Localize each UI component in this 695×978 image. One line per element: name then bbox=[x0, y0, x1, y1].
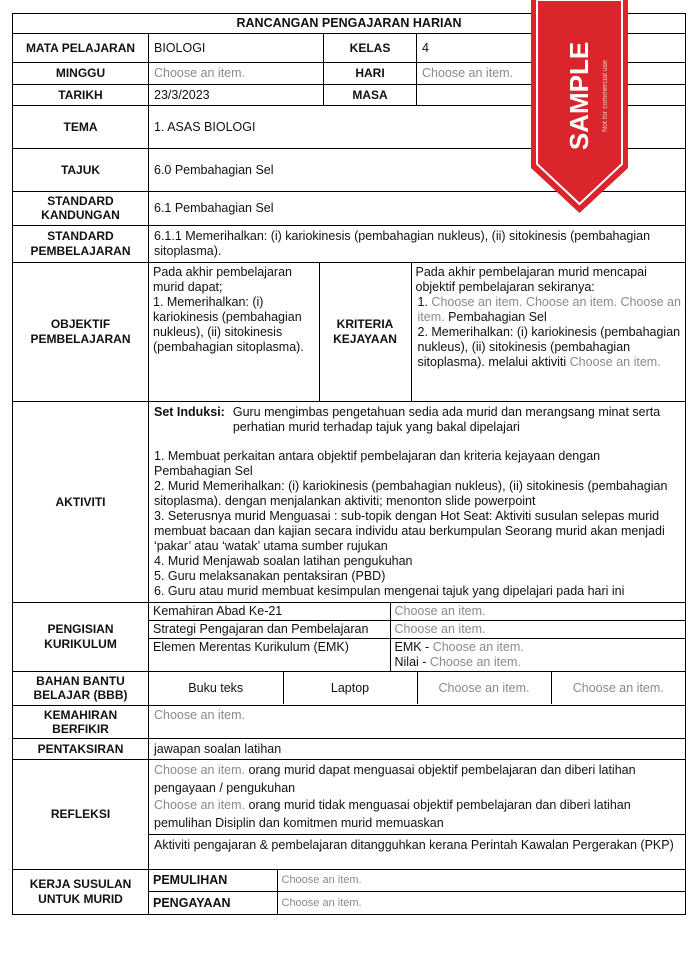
week-dropdown[interactable]: Choose an item. bbox=[149, 63, 324, 85]
follow-up-table bbox=[149, 870, 685, 914]
emk-row: EMK - Choose an item. bbox=[394, 639, 524, 654]
learning-standard-label: STANDARD PEMBELAJARAN bbox=[13, 225, 149, 262]
sample-ribbon bbox=[531, 0, 628, 213]
objective-item-1: 1. Memerihalkan: (i) kariokinesis (pembahagian nukleus), (ii) sitokinesis (pembahagian sitoplasma). bbox=[153, 294, 304, 354]
date-value: 23/3/2023 bbox=[149, 85, 324, 106]
bbb-item-laptop: Laptop bbox=[283, 672, 417, 704]
curriculum-label: PENGISIAN KURIKULUM bbox=[13, 602, 149, 671]
ribbon-sample-text: SAMPLE bbox=[564, 41, 594, 151]
enrichment-label: PENGAYAAN bbox=[149, 892, 277, 914]
subject-label: MATA PELAJARAN bbox=[13, 34, 149, 63]
curriculum-strategy-dropdown[interactable]: Choose an item. bbox=[390, 620, 685, 638]
criteria-dropdown-4[interactable]: Choose an item. bbox=[569, 354, 661, 369]
objective-content bbox=[149, 263, 319, 401]
activity-step-1: 1. Membuat perkaitan antara objektif pembelajaran dan kriteria kejayaan dengan Pembahagian Sel bbox=[154, 448, 601, 478]
objective-intro: Pada akhir pembelajaran murid dapat; bbox=[153, 264, 292, 294]
document-title: RANCANGAN PENGAJARAN HARIAN bbox=[13, 14, 686, 34]
objective-criteria-cell bbox=[149, 262, 686, 401]
nilai-row: Nilai - Choose an item. bbox=[394, 654, 521, 669]
activity-step-6: 6. Guru atau murid membuat kesimpulan mengenai tajuk yang dipelajari pada hari ini bbox=[154, 583, 625, 598]
bbb-table bbox=[149, 672, 685, 704]
reflection-cell bbox=[149, 760, 686, 870]
reflection-table bbox=[149, 760, 685, 869]
success-criteria-content bbox=[411, 263, 685, 401]
ribbon-small-text: Not for commercial use bbox=[602, 60, 609, 132]
criteria-dropdown-3[interactable]: Choose an item. bbox=[417, 294, 681, 324]
activity-step-2: 2. Murid Memerihalkan: (i) kariokinesis (pembahagian nukleus), (ii) sitokinesis (pembahagian sitoplasma). dengan menjalankan aktiviti; menonton slide powerpoint bbox=[154, 478, 668, 508]
content-standard-value: 6.1 Pembahagian Sel bbox=[149, 192, 686, 226]
criteria-intro: Pada akhir pembelajaran murid mencapai objektif pembelajaran sekiranya: bbox=[415, 264, 647, 294]
topic-label: TAJUK bbox=[13, 149, 149, 192]
reflection-line-1: Choose an item. orang murid dapat menguasai objektif pembelajaran dan diberi latihan pengayaan / pengukuhan bbox=[154, 763, 636, 795]
topic-value: 6.0 Pembahagian Sel bbox=[149, 149, 686, 192]
curriculum-emk: Elemen Merentas Kurikulum (EMK) bbox=[149, 638, 390, 671]
learning-standard-value: 6.1.1 Memerihalkan: (i) kariokinesis (pembahagian nukleus), (ii) sitokinesis (pembahagian sitoplasma). bbox=[149, 225, 686, 262]
day-label: HARI bbox=[324, 63, 417, 85]
objective-label: OBJEKTIF PEMBELAJARAN bbox=[13, 262, 149, 401]
objective-criteria-table bbox=[149, 263, 685, 401]
bbb-item-textbook: Buku teks bbox=[149, 672, 283, 704]
assessment-value: jawapan soalan latihan bbox=[149, 739, 686, 760]
activity-step-4: 4. Murid Menjawab soalan latihan pengukuhan bbox=[154, 553, 413, 568]
time-label: MASA bbox=[324, 85, 417, 106]
reflection-line-3: Aktiviti pengajaran & pembelajaran ditangguhkan kerana Perintah Kawalan Pergerakan (PKP) bbox=[154, 838, 674, 853]
reflection-lines bbox=[149, 760, 685, 835]
success-criteria-label: KRITERIA KEJAYAAN bbox=[319, 263, 411, 401]
class-label: KELAS bbox=[324, 34, 417, 63]
bbb-label: BAHAN BANTU BELAJAR (BBB) bbox=[13, 671, 149, 705]
theme-value: 1. ASAS BIOLOGI bbox=[149, 106, 686, 149]
day-dropdown[interactable]: Choose an item. bbox=[417, 63, 686, 85]
curriculum-cell bbox=[149, 602, 686, 671]
reflection-dropdown-1[interactable]: Choose an item. bbox=[154, 763, 246, 778]
curriculum-21st-century: Kemahiran Abad Ke-21 bbox=[149, 603, 390, 621]
assessment-label: PENTAKSIRAN bbox=[13, 739, 149, 760]
reflection-label: REFLEKSI bbox=[13, 760, 149, 870]
follow-up-label: KERJA SUSULAN UNTUK MURID bbox=[13, 869, 149, 914]
date-label: TARIKH bbox=[13, 85, 149, 106]
curriculum-21st-dropdown[interactable]: Choose an item. bbox=[390, 603, 685, 621]
criteria-dropdown-1[interactable]: Choose an item. bbox=[431, 294, 523, 309]
content-standard-label: STANDARD KANDUNGAN bbox=[13, 192, 149, 226]
activity-label: AKTIVITI bbox=[13, 401, 149, 602]
curriculum-strategy: Strategi Pengajaran dan Pembelajaran bbox=[149, 620, 390, 638]
activity-content bbox=[149, 401, 686, 602]
set-induction: Set Induksi: Guru mengimbas pengetahuan sedia ada murid dan merangsang minat serta perhatian murid terhadap tajuk yang bakal dipelajari bbox=[154, 404, 661, 434]
curriculum-emk-values bbox=[390, 638, 685, 671]
bbb-cell bbox=[149, 671, 686, 705]
thinking-skills-dropdown[interactable]: Choose an item. bbox=[149, 705, 686, 739]
subject-value: BIOLOGI bbox=[149, 34, 324, 63]
remedial-label: PEMULIHAN bbox=[149, 870, 277, 892]
reflection-dropdown-2[interactable]: Choose an item. bbox=[154, 798, 246, 813]
reflection-line-2: Choose an item. orang murid tidak menguasai objektif pembelajaran dan diberi latihan pemulihan Disiplin dan komitmen murid memuaskan bbox=[154, 798, 631, 830]
bbb-dropdown-2[interactable]: Choose an item. bbox=[551, 672, 685, 704]
remedial-dropdown[interactable]: Choose an item. bbox=[277, 870, 685, 892]
criteria-item-1: 1. Choose an item. Choose an item. Choose an item. Pembahagian Sel bbox=[417, 294, 681, 324]
criteria-item-2: 2. Memerihalkan: (i) kariokinesis (pembahagian nukleus), (ii) sitokinesis (pembahagian sitoplasma). melalui aktiviti Choose an item. bbox=[417, 324, 681, 369]
week-label: MINGGU bbox=[13, 63, 149, 85]
theme-label: TEMA bbox=[13, 106, 149, 149]
class-value: 4 bbox=[417, 34, 686, 63]
emk-dropdown[interactable]: Choose an item. bbox=[432, 639, 524, 654]
thinking-skills-label: KEMAHIRAN BERFIKIR bbox=[13, 705, 149, 739]
criteria-dropdown-2[interactable]: Choose an item. bbox=[525, 294, 617, 309]
enrichment-dropdown[interactable]: Choose an item. bbox=[277, 892, 685, 914]
activity-step-5: 5. Guru melaksanakan pentaksiran (PBD) bbox=[154, 568, 386, 583]
activity-step-3: 3. Seterusnya murid Menguasai : sub-topik dengan Hot Seat: Aktiviti susulan selepas murid membuat bacaan dan kajian secara individu atau berkumpulan Seorang murid akan menjadi ‘pakar’ atau ‘watak’ utama sumber rujukan bbox=[154, 508, 665, 553]
nilai-dropdown[interactable]: Choose an item. bbox=[429, 654, 521, 669]
bbb-dropdown-1[interactable]: Choose an item. bbox=[417, 672, 551, 704]
follow-up-cell bbox=[149, 869, 686, 914]
curriculum-table bbox=[149, 603, 685, 671]
